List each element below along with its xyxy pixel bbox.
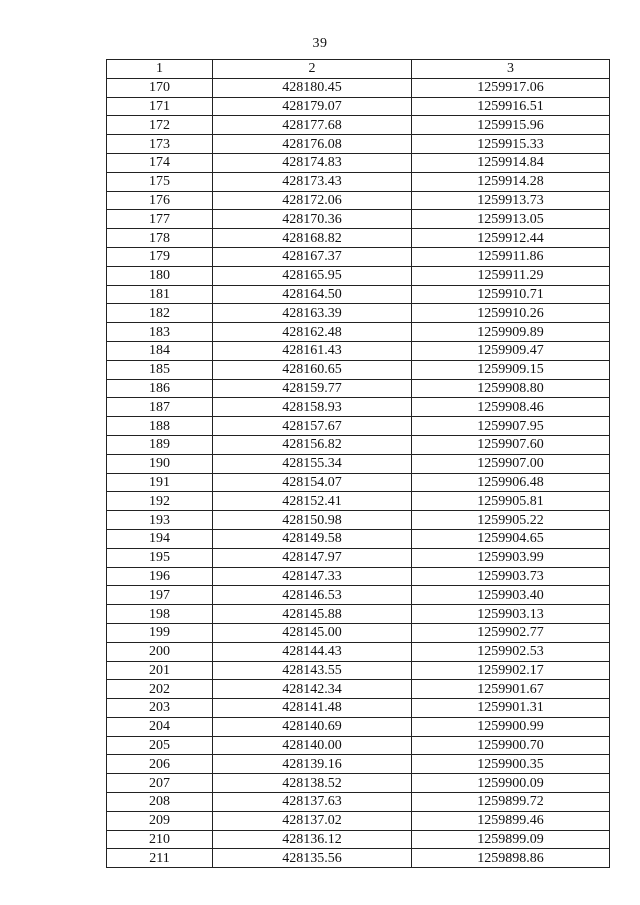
y-coordinate-cell: 1259911.29 bbox=[412, 266, 610, 285]
y-coordinate-cell: 1259909.15 bbox=[412, 360, 610, 379]
point-number-cell: 203 bbox=[107, 699, 213, 718]
y-coordinate-cell: 1259913.73 bbox=[412, 191, 610, 210]
x-coordinate-cell: 428167.37 bbox=[213, 247, 412, 266]
point-number-cell: 170 bbox=[107, 78, 213, 97]
point-number-cell: 197 bbox=[107, 586, 213, 605]
y-coordinate-cell: 1259909.47 bbox=[412, 341, 610, 360]
x-coordinate-cell: 428161.43 bbox=[213, 341, 412, 360]
table-row bbox=[107, 285, 610, 304]
table-row bbox=[107, 341, 610, 360]
x-coordinate-cell: 428168.82 bbox=[213, 229, 412, 248]
point-number-cell: 172 bbox=[107, 116, 213, 135]
table-row bbox=[107, 398, 610, 417]
column-header-3: 3 bbox=[412, 60, 610, 79]
y-coordinate-cell: 1259903.13 bbox=[412, 605, 610, 624]
x-coordinate-cell: 428147.97 bbox=[213, 548, 412, 567]
table-row bbox=[107, 605, 610, 624]
x-coordinate-cell: 428160.65 bbox=[213, 360, 412, 379]
table-header bbox=[107, 60, 610, 79]
y-coordinate-cell: 1259910.71 bbox=[412, 285, 610, 304]
x-coordinate-cell: 428157.67 bbox=[213, 417, 412, 436]
point-number-cell: 196 bbox=[107, 567, 213, 586]
x-coordinate-cell: 428142.34 bbox=[213, 680, 412, 699]
point-number-cell: 192 bbox=[107, 492, 213, 511]
table-row bbox=[107, 774, 610, 793]
x-coordinate-cell: 428150.98 bbox=[213, 511, 412, 530]
table-row bbox=[107, 417, 610, 436]
x-coordinate-cell: 428146.53 bbox=[213, 586, 412, 605]
y-coordinate-cell: 1259905.81 bbox=[412, 492, 610, 511]
x-coordinate-cell: 428164.50 bbox=[213, 285, 412, 304]
table-row bbox=[107, 755, 610, 774]
table-row bbox=[107, 642, 610, 661]
x-coordinate-cell: 428137.63 bbox=[213, 793, 412, 812]
y-coordinate-cell: 1259904.65 bbox=[412, 529, 610, 548]
x-coordinate-cell: 428152.41 bbox=[213, 492, 412, 511]
point-number-cell: 201 bbox=[107, 661, 213, 680]
y-coordinate-cell: 1259907.60 bbox=[412, 435, 610, 454]
y-coordinate-cell: 1259903.73 bbox=[412, 567, 610, 586]
x-coordinate-cell: 428137.02 bbox=[213, 811, 412, 830]
table-row bbox=[107, 699, 610, 718]
y-coordinate-cell: 1259915.33 bbox=[412, 135, 610, 154]
point-number-cell: 211 bbox=[107, 849, 213, 868]
point-number-cell: 181 bbox=[107, 285, 213, 304]
x-coordinate-cell: 428147.33 bbox=[213, 567, 412, 586]
point-number-cell: 208 bbox=[107, 793, 213, 812]
point-number-cell: 204 bbox=[107, 717, 213, 736]
point-number-cell: 194 bbox=[107, 529, 213, 548]
point-number-cell: 188 bbox=[107, 417, 213, 436]
table-row bbox=[107, 492, 610, 511]
y-coordinate-cell: 1259916.51 bbox=[412, 97, 610, 116]
y-coordinate-cell: 1259902.53 bbox=[412, 642, 610, 661]
table-row bbox=[107, 379, 610, 398]
point-number-cell: 187 bbox=[107, 398, 213, 417]
point-number-cell: 176 bbox=[107, 191, 213, 210]
column-header-1: 1 bbox=[107, 60, 213, 79]
x-coordinate-cell: 428135.56 bbox=[213, 849, 412, 868]
y-coordinate-cell: 1259899.09 bbox=[412, 830, 610, 849]
point-number-cell: 175 bbox=[107, 172, 213, 191]
table-row bbox=[107, 548, 610, 567]
x-coordinate-cell: 428141.48 bbox=[213, 699, 412, 718]
x-coordinate-cell: 428149.58 bbox=[213, 529, 412, 548]
y-coordinate-cell: 1259914.84 bbox=[412, 153, 610, 172]
table-row bbox=[107, 680, 610, 699]
table-row bbox=[107, 454, 610, 473]
x-coordinate-cell: 428172.06 bbox=[213, 191, 412, 210]
point-number-cell: 195 bbox=[107, 548, 213, 567]
point-number-cell: 207 bbox=[107, 774, 213, 793]
x-coordinate-cell: 428180.45 bbox=[213, 78, 412, 97]
y-coordinate-cell: 1259903.40 bbox=[412, 586, 610, 605]
y-coordinate-cell: 1259901.31 bbox=[412, 699, 610, 718]
x-coordinate-cell: 428159.77 bbox=[213, 379, 412, 398]
y-coordinate-cell: 1259900.09 bbox=[412, 774, 610, 793]
point-number-cell: 191 bbox=[107, 473, 213, 492]
x-coordinate-cell: 428138.52 bbox=[213, 774, 412, 793]
x-coordinate-cell: 428140.69 bbox=[213, 717, 412, 736]
x-coordinate-cell: 428155.34 bbox=[213, 454, 412, 473]
table-row bbox=[107, 793, 610, 812]
table-header-row bbox=[107, 60, 610, 79]
coordinates-table bbox=[106, 59, 610, 868]
table-row bbox=[107, 830, 610, 849]
x-coordinate-cell: 428136.12 bbox=[213, 830, 412, 849]
point-number-cell: 202 bbox=[107, 680, 213, 699]
table-row bbox=[107, 323, 610, 342]
x-coordinate-cell: 428177.68 bbox=[213, 116, 412, 135]
y-coordinate-cell: 1259911.86 bbox=[412, 247, 610, 266]
table-row bbox=[107, 135, 610, 154]
point-number-cell: 193 bbox=[107, 511, 213, 530]
x-coordinate-cell: 428156.82 bbox=[213, 435, 412, 454]
table-row bbox=[107, 529, 610, 548]
y-coordinate-cell: 1259907.00 bbox=[412, 454, 610, 473]
point-number-cell: 190 bbox=[107, 454, 213, 473]
point-number-cell: 210 bbox=[107, 830, 213, 849]
table-row bbox=[107, 304, 610, 323]
table-row bbox=[107, 586, 610, 605]
page-number: 39 bbox=[312, 36, 328, 51]
table-row bbox=[107, 511, 610, 530]
x-coordinate-cell: 428145.00 bbox=[213, 623, 412, 642]
table-row bbox=[107, 266, 610, 285]
y-coordinate-cell: 1259899.46 bbox=[412, 811, 610, 830]
y-coordinate-cell: 1259900.70 bbox=[412, 736, 610, 755]
table-body bbox=[107, 78, 610, 867]
y-coordinate-cell: 1259912.44 bbox=[412, 229, 610, 248]
point-number-cell: 205 bbox=[107, 736, 213, 755]
column-header-2: 2 bbox=[213, 60, 412, 79]
point-number-cell: 198 bbox=[107, 605, 213, 624]
table-row bbox=[107, 191, 610, 210]
table-row bbox=[107, 78, 610, 97]
table-row bbox=[107, 172, 610, 191]
table-row bbox=[107, 210, 610, 229]
table-row bbox=[107, 661, 610, 680]
y-coordinate-cell: 1259899.72 bbox=[412, 793, 610, 812]
y-coordinate-cell: 1259906.48 bbox=[412, 473, 610, 492]
table-row bbox=[107, 229, 610, 248]
point-number-cell: 183 bbox=[107, 323, 213, 342]
point-number-cell: 174 bbox=[107, 153, 213, 172]
y-coordinate-cell: 1259905.22 bbox=[412, 511, 610, 530]
y-coordinate-cell: 1259910.26 bbox=[412, 304, 610, 323]
table-row bbox=[107, 567, 610, 586]
table-row bbox=[107, 116, 610, 135]
x-coordinate-cell: 428162.48 bbox=[213, 323, 412, 342]
point-number-cell: 171 bbox=[107, 97, 213, 116]
y-coordinate-cell: 1259900.35 bbox=[412, 755, 610, 774]
y-coordinate-cell: 1259909.89 bbox=[412, 323, 610, 342]
point-number-cell: 189 bbox=[107, 435, 213, 454]
point-number-cell: 184 bbox=[107, 341, 213, 360]
point-number-cell: 200 bbox=[107, 642, 213, 661]
point-number-cell: 206 bbox=[107, 755, 213, 774]
table-row bbox=[107, 247, 610, 266]
point-number-cell: 173 bbox=[107, 135, 213, 154]
point-number-cell: 177 bbox=[107, 210, 213, 229]
point-number-cell: 186 bbox=[107, 379, 213, 398]
x-coordinate-cell: 428179.07 bbox=[213, 97, 412, 116]
x-coordinate-cell: 428165.95 bbox=[213, 266, 412, 285]
table-row bbox=[107, 849, 610, 868]
table-row bbox=[107, 736, 610, 755]
y-coordinate-cell: 1259902.17 bbox=[412, 661, 610, 680]
y-coordinate-cell: 1259901.67 bbox=[412, 680, 610, 699]
y-coordinate-cell: 1259913.05 bbox=[412, 210, 610, 229]
y-coordinate-cell: 1259903.99 bbox=[412, 548, 610, 567]
table-row bbox=[107, 811, 610, 830]
point-number-cell: 178 bbox=[107, 229, 213, 248]
x-coordinate-cell: 428170.36 bbox=[213, 210, 412, 229]
x-coordinate-cell: 428174.83 bbox=[213, 153, 412, 172]
y-coordinate-cell: 1259907.95 bbox=[412, 417, 610, 436]
table-row bbox=[107, 97, 610, 116]
y-coordinate-cell: 1259898.86 bbox=[412, 849, 610, 868]
table-row bbox=[107, 360, 610, 379]
point-number-cell: 180 bbox=[107, 266, 213, 285]
x-coordinate-cell: 428154.07 bbox=[213, 473, 412, 492]
x-coordinate-cell: 428144.43 bbox=[213, 642, 412, 661]
table-row bbox=[107, 473, 610, 492]
y-coordinate-cell: 1259900.99 bbox=[412, 717, 610, 736]
y-coordinate-cell: 1259908.46 bbox=[412, 398, 610, 417]
y-coordinate-cell: 1259917.06 bbox=[412, 78, 610, 97]
table-row bbox=[107, 717, 610, 736]
table-row bbox=[107, 623, 610, 642]
x-coordinate-cell: 428173.43 bbox=[213, 172, 412, 191]
x-coordinate-cell: 428139.16 bbox=[213, 755, 412, 774]
point-number-cell: 209 bbox=[107, 811, 213, 830]
point-number-cell: 179 bbox=[107, 247, 213, 266]
x-coordinate-cell: 428176.08 bbox=[213, 135, 412, 154]
table-row bbox=[107, 435, 610, 454]
y-coordinate-cell: 1259914.28 bbox=[412, 172, 610, 191]
x-coordinate-cell: 428145.88 bbox=[213, 605, 412, 624]
y-coordinate-cell: 1259908.80 bbox=[412, 379, 610, 398]
point-number-cell: 185 bbox=[107, 360, 213, 379]
x-coordinate-cell: 428158.93 bbox=[213, 398, 412, 417]
x-coordinate-cell: 428143.55 bbox=[213, 661, 412, 680]
table-row bbox=[107, 153, 610, 172]
y-coordinate-cell: 1259915.96 bbox=[412, 116, 610, 135]
point-number-cell: 182 bbox=[107, 304, 213, 323]
y-coordinate-cell: 1259902.77 bbox=[412, 623, 610, 642]
point-number-cell: 199 bbox=[107, 623, 213, 642]
x-coordinate-cell: 428163.39 bbox=[213, 304, 412, 323]
x-coordinate-cell: 428140.00 bbox=[213, 736, 412, 755]
